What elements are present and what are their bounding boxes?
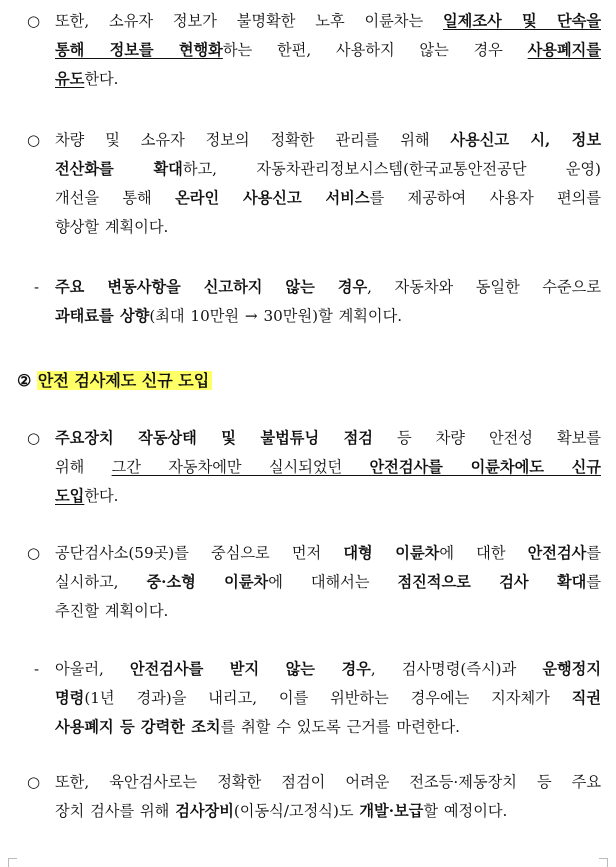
- emphasis: 일제조사 및 단속을: [443, 12, 602, 30]
- dash-bullet: -: [34, 660, 40, 678]
- emphasis: 안전검사를 이륜차에도 신규: [369, 458, 601, 476]
- emphasis: 안전검사를 받지 않는 경우: [129, 660, 371, 678]
- section-heading: [17, 368, 212, 394]
- text: (최대 10만원 → 30만원)할 계획이다.: [149, 307, 403, 325]
- emphasis: 개발·보급: [359, 802, 424, 820]
- text: 아울러,: [55, 660, 130, 678]
- text: 하는 한편, 사용하지 않는 경우: [222, 41, 528, 59]
- text: (1년 경과)을 내리고, 이를 위반하는 경우에는 지자체가: [84, 689, 572, 707]
- text: 한다.: [84, 487, 119, 505]
- text: 할 예정이다.: [423, 802, 508, 820]
- text: 를 제공하여 사용자 편의를: [369, 189, 601, 207]
- text: 하고, 자동차관리정보시스템(한국교통안전공단 운영): [182, 160, 601, 178]
- emphasis: 주요 변동사항을 신고하지 않는 경우: [55, 278, 368, 296]
- paragraph-1: [55, 7, 601, 94]
- emphasis: 주요장치 작동상태 및 불법튜닝 점검: [55, 429, 373, 447]
- text: 실시하고,: [55, 573, 147, 591]
- circle-bullet: ○: [27, 544, 41, 562]
- text: 를: [586, 544, 601, 562]
- emphasis: 유도: [55, 70, 85, 88]
- paragraph-4: [55, 424, 601, 511]
- emphasis: 사용폐지 등 강력한 조치: [55, 718, 221, 736]
- paragraph-6: [55, 655, 601, 742]
- page-corner-mark: [599, 858, 608, 867]
- emphasis: 사용신고 시, 정보: [450, 131, 602, 149]
- text: , 자동차와 동일한 수준으로: [367, 278, 601, 296]
- text: 추진할 계획이다.: [55, 602, 169, 620]
- emphasis: 사용폐지를: [527, 41, 601, 59]
- text: , 검사명령(즉시)과: [370, 660, 543, 678]
- text: 향상할 계획이다.: [55, 218, 169, 236]
- text: 장치 검사를 위해: [55, 802, 176, 820]
- emphasis: 중·소형 이륜차: [146, 573, 269, 591]
- text: 또한, 소유자 정보가 불명확한 노후 이륜차는: [55, 12, 444, 30]
- section-number: ②: [17, 371, 32, 390]
- text: 위해: [55, 458, 112, 476]
- circle-bullet: ○: [27, 773, 41, 791]
- text: 또한, 육안검사로는 정확한 점검이 어려운 전조등·제동장치 등 주요: [55, 773, 601, 791]
- dash-bullet: -: [34, 278, 40, 296]
- paragraph-5: [55, 539, 601, 626]
- text: 를 취할 수 있도록 근거를 마련한다.: [220, 718, 460, 736]
- page-corner-mark: [8, 858, 17, 867]
- section-title: 안전 검사제도 신규 도입: [37, 371, 212, 390]
- text: 공단검사소(59곳)를 중심으로 먼저: [55, 544, 344, 562]
- text: 한다.: [84, 70, 119, 88]
- emphasis: 점진적으로 검사 확대: [397, 573, 587, 591]
- emphasis: 안전검사: [527, 544, 587, 562]
- emphasis: 검사장비: [175, 802, 234, 820]
- paragraph-3: [55, 273, 601, 331]
- paragraph-2: [55, 126, 601, 242]
- emphasis: 전산화를 확대: [55, 160, 183, 178]
- emphasis: 온라인 사용신고 서비스: [175, 189, 370, 207]
- emphasis: 명령: [55, 689, 85, 707]
- emphasis: 직권: [571, 689, 601, 707]
- paragraph-7: [55, 768, 601, 826]
- emphasis: 도입: [55, 487, 85, 505]
- text: 차량 및 소유자 정보의 정확한 관리를 위해: [55, 131, 451, 149]
- text: 개선을 통해: [55, 189, 176, 207]
- emphasis: 통해 정보를 현행화: [55, 41, 223, 59]
- emphasis: 대형 이륜차: [343, 544, 440, 562]
- circle-bullet: ○: [27, 429, 41, 447]
- circle-bullet: ○: [27, 12, 41, 30]
- text: 에 대한: [439, 544, 528, 562]
- text: (이동식/고정식)도: [233, 802, 360, 820]
- underlined-text: 그간 자동차에만 실시되었던: [111, 458, 370, 476]
- text: 에 대해서는: [268, 573, 398, 591]
- text: 를: [586, 573, 602, 591]
- circle-bullet: ○: [27, 131, 41, 149]
- emphasis: 운행정지: [542, 660, 601, 678]
- text: 등 차량 안전성 확보를: [372, 429, 601, 447]
- emphasis: 과태료를 상향: [55, 307, 150, 325]
